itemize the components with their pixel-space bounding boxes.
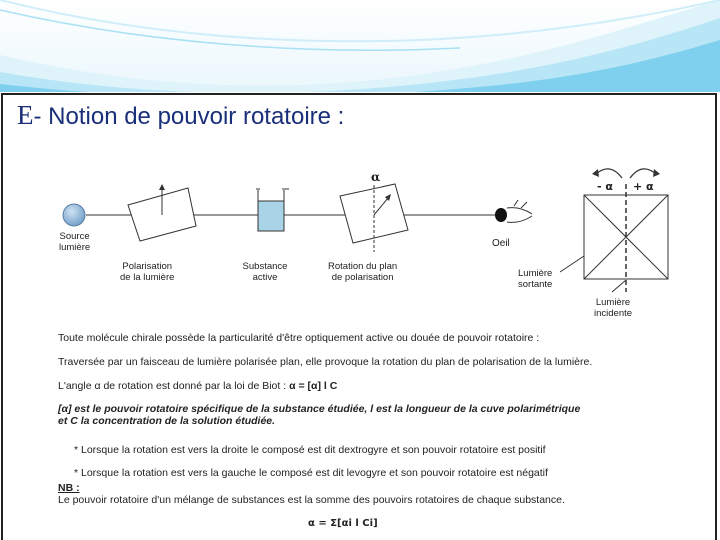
outgoing-light-label	[518, 268, 552, 290]
biot-law-formula: α = [α] l C	[289, 380, 338, 392]
header-banner	[0, 0, 720, 92]
biot-law-text: L'angle α de rotation est donné par la loi de Biot :	[58, 380, 287, 392]
substance-label-line2: active	[252, 272, 278, 283]
analyzer-icon	[340, 184, 408, 252]
polarisation-label-line2: de la lumière	[120, 272, 175, 283]
title-text: - Notion de pouvoir rotatoire :	[33, 103, 345, 130]
alpha-symbol: α	[371, 170, 381, 184]
source-label-line1: Source	[59, 231, 90, 242]
polarisation-label	[120, 261, 174, 283]
slide-title	[17, 100, 344, 131]
specific-rotation-line1: [α] est le pouvoir rotatoire spécifique de la substance étudiée, l est la longueur de la cuve polarimétrique	[58, 403, 581, 415]
minus-alpha-label: - α	[597, 180, 613, 193]
eye-icon	[495, 200, 532, 222]
outgoing-light-line2: sortante	[518, 279, 553, 290]
polarizer-icon	[128, 184, 196, 241]
rotation-label-line1: Rotation du plan	[328, 261, 398, 272]
specific-rotation-line2: et C la concentration de la solution étudiée.	[58, 415, 276, 427]
nb-label: NB :	[58, 482, 80, 494]
eye-label: Oeil	[492, 238, 510, 249]
paragraph-chirality: Toute molécule chirale possède la particularité d'être optiquement active ou douée de pouvoir rotatoire :	[58, 332, 540, 344]
source-label-line2: lumière	[59, 242, 91, 253]
incident-light-label	[594, 297, 632, 319]
rotation-label	[328, 261, 397, 283]
paragraph-biot-law	[58, 380, 337, 392]
plus-alpha-label: + α	[633, 180, 654, 193]
light-source-icon	[63, 204, 85, 226]
title-letter: E	[17, 100, 34, 130]
paragraph-specific-rotation	[58, 403, 580, 427]
substance-label-line1: Substance	[242, 261, 288, 272]
wave-decoration	[0, 0, 720, 92]
paragraph-dextrogyre: * Lorsque la rotation est vers la droite le composé est dit dextrogyre et son pouvoir rotatoire est positif	[74, 444, 546, 456]
outgoing-light-line1: Lumière	[518, 268, 553, 279]
paragraph-polarized-light: Traversée par un faisceau de lumière polarisée plan, elle provoque la rotation du plan de polarisation de la lumière.	[58, 356, 593, 368]
paragraph-levogyre: * Lorsque la rotation est vers la gauche le composé est dit levogyre et son pouvoir rotatoire est négatif	[74, 467, 548, 479]
incident-light-line1: Lumière	[595, 297, 631, 308]
incident-light-line2: incidente	[594, 308, 633, 319]
substance-label	[235, 261, 295, 283]
source-label	[59, 231, 90, 253]
mixture-formula: α = Σ[αi l Ci]	[308, 518, 378, 529]
polarisation-label-line1: Polarisation	[122, 261, 173, 272]
rotation-label-line2: de polarisation	[331, 272, 394, 283]
paragraph-mixture: Le pouvoir rotatoire d'un mélange de substances est la somme des pouvoirs rotatoires de chaque substance.	[58, 494, 565, 506]
cuvette-icon	[256, 189, 289, 231]
